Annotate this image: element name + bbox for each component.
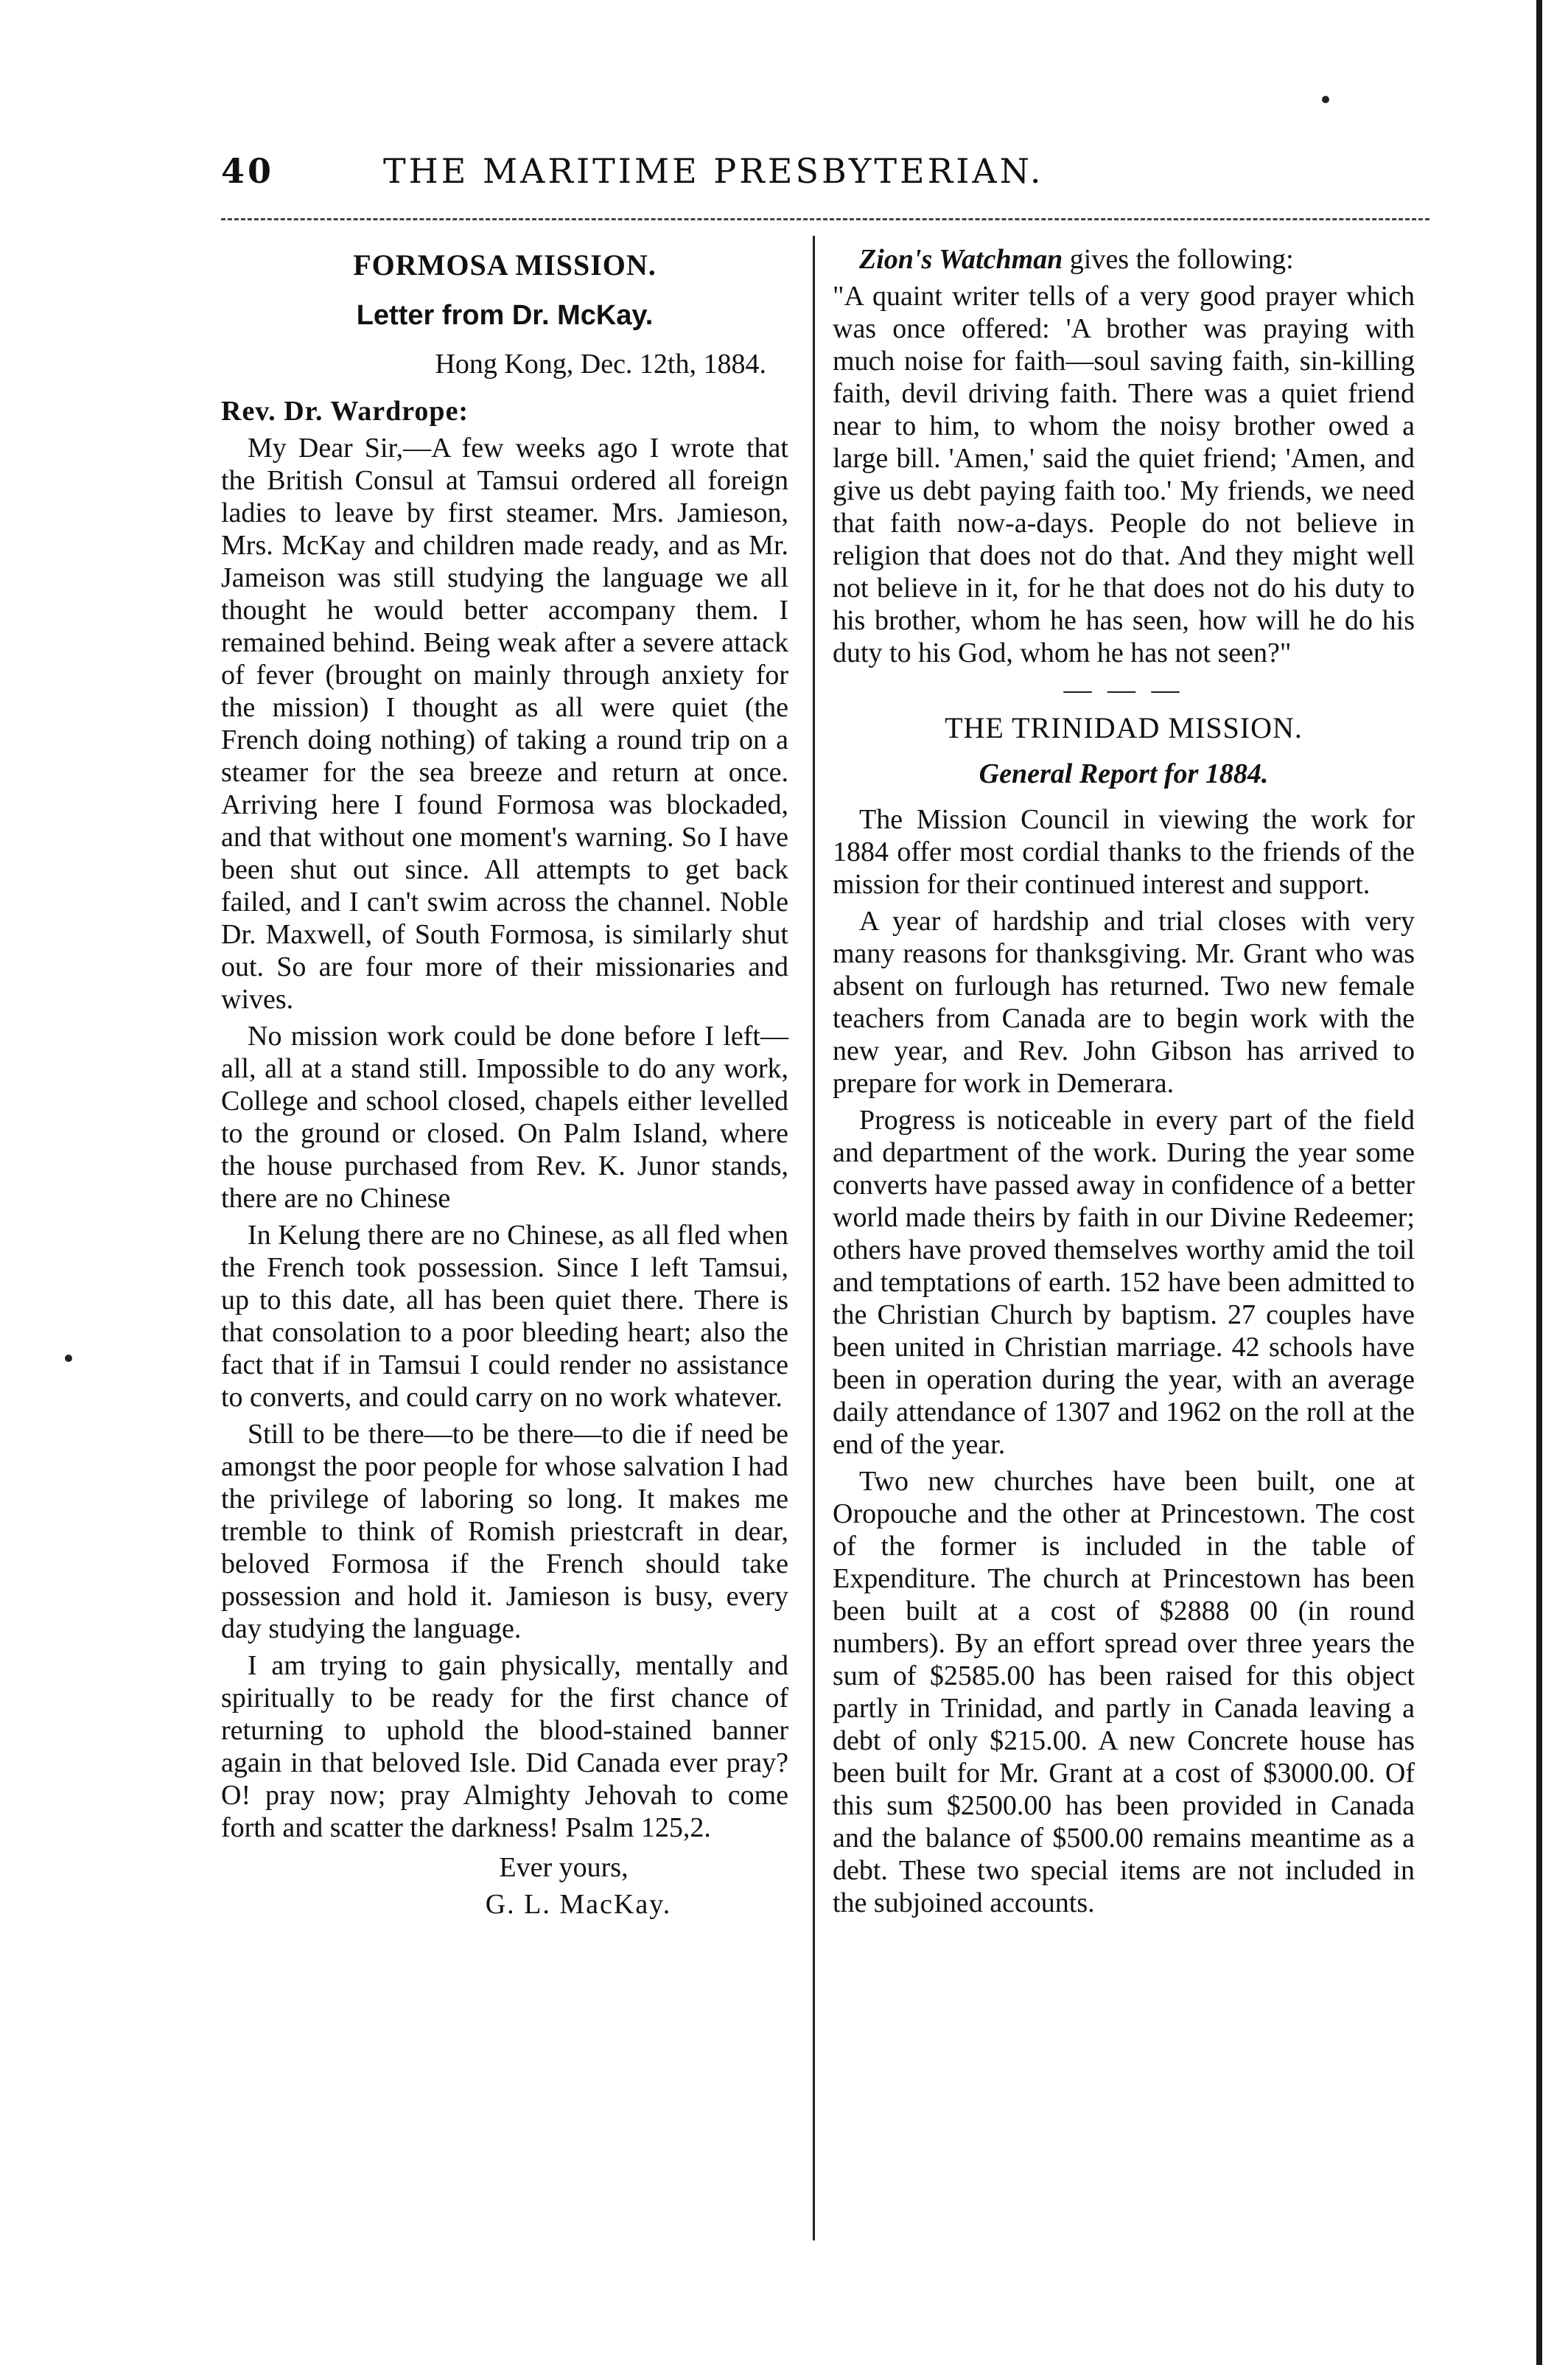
article-heading: THE TRINIDAD MISSION. (945, 711, 1303, 744)
right-column (833, 243, 1415, 1924)
journal-title: THE MARITIME PRESBYTERIAN. (383, 151, 1044, 191)
section-separator: — — — (1063, 674, 1184, 705)
article-heading: FORMOSA MISSION. (353, 248, 657, 282)
paragraph: Progress is noticeable in every part of the field and department of the work. During the year some converts have passed away in confidence of a better world made theirs by faith in our Divine Redeemer; others have proved themselves worthy amid the toil and temptations of earth. 152 have been admitted to the Christian Church by baptism. 27 couples have been united in Christian marriage. 42 schools have been in operation during the year, with an average daily attendance of 1307 and 1962 on the roll at the end of the year. (833, 1105, 1415, 1460)
article-subheading: General Report for 1884. (979, 758, 1269, 789)
salutation: Rev. Dr. Wardrope: (221, 396, 469, 427)
dateline: Hong Kong, Dec. 12th, 1884. (435, 349, 766, 380)
paragraph: The Mission Council in viewing the work for 1884 offer most cordial thanks to the friends of the mission for their continued interest and support. (833, 804, 1415, 900)
quote-intro (833, 243, 1415, 276)
signature: G. L. MacKay. (485, 1889, 672, 1920)
paragraph: My Dear Sir,—A few weeks ago I wrote that the British Consul at Tamsui ordered all foreign ladies to leave by first steamer. Mrs. Jamieson, Mrs. McKay and children made ready, and as Mr. Jameison was still studying the language we all thought he would better accompany them. I remained behind. Being weak after a severe attack of fever (brought on mainly through anxiety for the mission) I thought as all were quiet (the French doing nothing) of taking a round trip on a steamer for the sea breeze and return at once. Arriving here I found Formosa was blockaded, and that without one moment's warning. So I have been shut out since. All attempts to get back failed, and I can't swim across the channel. Noble Dr. Maxwell, of South Formosa, is similarly shut out. So are four more of their missionaries and wives. (221, 433, 788, 1015)
column-divider (813, 236, 815, 2240)
running-header (221, 151, 1179, 195)
paragraph: Still to be there—to be there—to die if need be amongst the poor people for whose salvation I had the privilege of laboring so long. It makes me tremble to think of Romish priestcraft in dear, beloved Formosa if the French should take possession and hold it. Jamieson is busy, every day studying the language. (221, 1419, 788, 1644)
paragraph: I am trying to gain physically, mentally and spiritually to be ready for the first chance of returning to uphold the blood-stained banner again in that beloved Isle. Did Canada ever pray? O! pray now; pray Almighty Jehovah to come forth and scatter the darkness! Psalm 125,2. (221, 1650, 788, 1843)
header-rule (221, 218, 1429, 220)
paragraph: A year of hardship and trial closes with very many reasons for thanksgiving. Mr. Grant who was absent on furlough has returned. Two new female teachers from Canada are to begin work with the new year, and Rev. John Gibson has arrived to prepare for work in Demerara. (833, 906, 1415, 1099)
source-name: Zion's Watchman (859, 244, 1063, 275)
paragraph: Two new churches have been built, one at Oropouche and the other at Princestown. The cost of the former is included in the table of Expenditure. The church at Princestown has been been built at a cost of $2888 00 (in round numbers). By an effort spread over three years the sum of $2585.00 has been raised for this object partly in Trinidad, and partly in Canada leaving a debt of only $215.00. A new Concrete house has been built for Mr. Grant at a cost of $3000.00. Of this sum $2500.00 has been provided in Canada and the balance of $500.00 remains meantime as a debt. These two special items are not included in the subjoined accounts. (833, 1466, 1415, 1918)
closing: Ever yours, (499, 1852, 629, 1883)
paragraph: In Kelung there are no Chinese, as all fled when the French took possession. Since I left Tamsui, up to this date, all has been quiet there. There is that consolation to a poor bleeding heart; also the fact that if in Tamsui I could render no assistance to converts, and could carry on no work whatever. (221, 1220, 788, 1413)
speck (1322, 96, 1329, 103)
left-column (221, 243, 788, 1921)
speck (65, 1355, 72, 1362)
page-edge (1536, 0, 1542, 2365)
page-number: 40 (221, 151, 275, 191)
article-subheading: Letter from Dr. McKay. (356, 300, 654, 331)
paragraph: No mission work could be done before I left—all, all at a stand still. Impossible to do any work, College and school closed, chapels either levelled to the ground or closed. On Palm Island, where the house purchased from Rev. K. Junor stands, there are no Chinese (221, 1021, 788, 1214)
intro-text: gives the following: (1063, 244, 1294, 275)
quote-paragraph: "A quaint writer tells of a very good prayer which was once offered: 'A brother was praying with much noise for faith—soul saving faith, sin-killing faith, devil driving faith. There was a quiet friend near to him, to whom the noisy brother owed a large bill. 'Amen,' said the quiet friend; 'Amen, and give us debt paying faith too.' My friends, we need that faith now-a-days. People do not believe in religion that does not do that. And they might well not believe in it, for he that does not do his duty to his brother, whom he has seen, how will he do his duty to his God, whom he has not seen?" (833, 281, 1415, 668)
